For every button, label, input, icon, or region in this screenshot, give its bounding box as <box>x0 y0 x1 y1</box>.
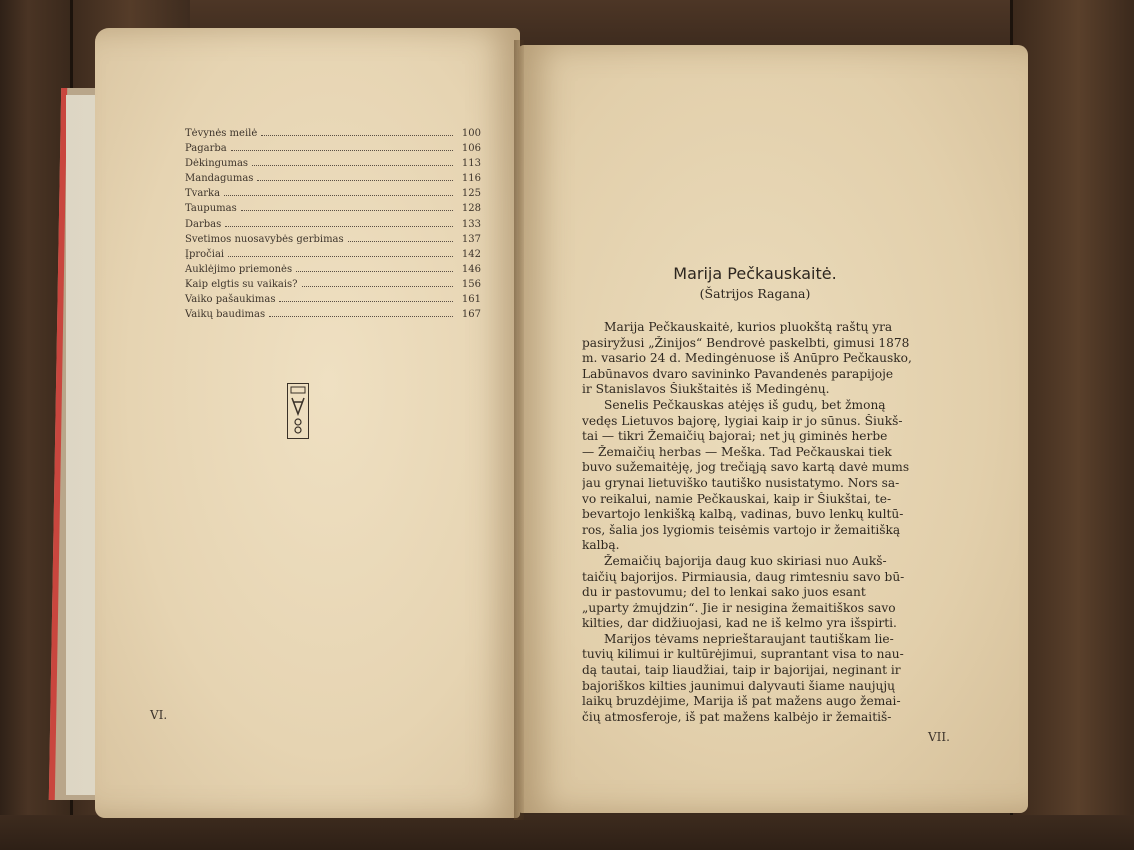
wooden-plank <box>1010 0 1134 850</box>
text-line: dą tautai, taip liaudžiai, taip ir bajorijai, neginant ir <box>582 663 901 678</box>
toc-entry <box>185 188 481 203</box>
text-line: taičių bajorijos. Pirmiausia, daug rimtesniu savo bū- <box>582 569 905 584</box>
toc-title: Darbas <box>185 218 222 230</box>
wooden-table-bottom <box>0 815 1134 850</box>
toc-leader-dots <box>269 316 453 317</box>
text-line: vo reikalui, namie Pečkauskai, kaip ir Šiukštai, te- <box>582 491 892 506</box>
chapter-subheading: (Šatrijos Ragana) <box>699 286 811 301</box>
toc-leader-dots <box>241 210 453 211</box>
toc-title: Pagarba <box>185 143 227 155</box>
toc-title: Mandagumas <box>185 173 254 185</box>
toc-page-number: 100 <box>461 128 481 139</box>
toc-page-number: 133 <box>461 218 481 230</box>
text-line: pasiryžusi „Žinijos“ Bendrovė paskelbti, gimusi 1878 <box>582 335 910 350</box>
text-line: kilties, dar didžiuojasi, kad ne iš kelmo yra išspirti. <box>582 616 897 631</box>
toc-entry <box>185 173 481 188</box>
text-line: Senelis Pečkauskas atėjęs iš gudų, bet žmoną <box>604 397 886 412</box>
toc-leader-dots <box>231 150 453 151</box>
toc-entry <box>185 158 481 173</box>
toc-entry <box>185 203 481 218</box>
toc-entry <box>185 219 481 234</box>
text-line: Marijos tėvams neprieštaraujant tautiškam lie- <box>604 631 894 646</box>
text-line: „uparty żmujdzin“. Jie ir nesigina žemaitiškos savo <box>582 600 896 615</box>
text-line: m. vasario 24 d. Medingėnuose iš Anūpro Pečkausko, <box>582 351 912 366</box>
text-line: kalbą. <box>582 538 620 553</box>
right-page-number: VII. <box>928 730 950 744</box>
toc-entry <box>185 294 481 309</box>
toc-page-number: 106 <box>461 143 481 155</box>
book-gutter <box>514 40 524 820</box>
text-line: laikų bruzdėjime, Marija iš pat mažens augo žemai- <box>582 694 901 709</box>
toc-leader-dots <box>302 286 453 287</box>
toc-leader-dots <box>279 301 453 302</box>
text-line: čių atmosferoje, iš pat mažens kalbėjo ir žemaitiš- <box>582 709 892 724</box>
toc-title: Dėkingumas <box>185 158 249 170</box>
toc-page-number: 128 <box>461 203 481 215</box>
text-line: ir Stanislavos Šiukštaitės iš Medingėnų. <box>582 382 830 397</box>
toc-page-number: 142 <box>461 248 481 260</box>
toc-title: Vaikų baudimas <box>185 309 266 321</box>
toc-title: Vaiko pašaukimas <box>185 294 276 306</box>
text-line: ros, šalia jos lygiomis teisėmis vartojo ir žemaitišką <box>582 522 901 537</box>
toc-leader-dots <box>224 195 453 196</box>
toc-title: Svetimos nuosavybės gerbimas <box>185 233 344 245</box>
text-line: Marija Pečkauskaitė, kurios pluokštą raštų yra <box>604 320 893 334</box>
toc-entry <box>185 128 481 143</box>
toc-title: Taupumas <box>185 203 237 215</box>
text-line: bajoriškos kilties jaunimui dalyvauti šiame naujųjų <box>582 678 895 693</box>
text-line: — Žemaičių herbas — Meška. Tad Pečkauskai tiek <box>582 444 892 459</box>
toc-entry <box>185 279 481 294</box>
toc-page-number: 156 <box>461 278 481 290</box>
toc-leader-dots <box>257 180 453 181</box>
toc-page-number: 161 <box>461 294 481 306</box>
toc-title: Auklėjimo priemonės <box>185 263 293 275</box>
toc-page-number: 167 <box>461 309 481 321</box>
toc-title: Kaip elgtis su vaikais? <box>185 278 298 290</box>
text-line: Žemaičių bajorija daug kuo skiriasi nuo Aukš- <box>604 553 887 568</box>
toc-entry <box>185 249 481 264</box>
text-line: Labūnavos dvaro savininko Pavandenės parapijoje <box>582 366 894 381</box>
toc-page-number: 125 <box>461 188 481 200</box>
toc-leader-dots <box>296 271 453 272</box>
text-line: du ir pastovumu; del to lenkai sako juos esant <box>582 585 866 600</box>
text-line: jau grynai lietuviško tautiško nusistatymo. Nors sa- <box>582 475 900 490</box>
publisher-emblem-icon <box>287 383 309 439</box>
toc-page-number: 137 <box>461 233 481 245</box>
toc-entry <box>185 234 481 249</box>
toc-title: Tvarka <box>185 188 221 200</box>
toc-title: Tėvynės meilė <box>185 128 258 139</box>
toc-entry <box>185 309 481 324</box>
text-line: tuvių kilimui ir kultūrėjimui, suprantant visa to nau- <box>582 647 904 662</box>
toc-entry <box>185 143 481 158</box>
toc-page-number: 146 <box>461 263 481 275</box>
text-line: bevartojo lenkišką kalbą, vadinas, buvo lenkų kultū- <box>582 507 904 522</box>
toc-page-number: 116 <box>461 173 481 185</box>
toc-leader-dots <box>261 135 453 136</box>
text-line: buvo sužemaitėję, jog trečiąją savo kartą davė mums <box>582 460 910 475</box>
chapter-heading: Marija Pečkauskaitė. <box>673 264 837 283</box>
toc-title: Įpročiai <box>185 248 225 260</box>
toc-leader-dots <box>348 241 453 242</box>
toc-leader-dots <box>225 226 453 227</box>
toc-page-number: 113 <box>461 158 481 170</box>
body-text <box>582 320 958 725</box>
toc-entry <box>185 264 481 279</box>
text-line: tai — tikri Žemaičių bajorai; net jų giminės herbe <box>582 429 888 444</box>
left-page-number: VI. <box>150 708 168 722</box>
toc-leader-dots <box>228 256 453 257</box>
toc-leader-dots <box>252 165 453 166</box>
text-line: vedęs Lietuvos bajorę, lygiai kaip ir jo sūnus. Šiukš- <box>582 413 903 428</box>
table-of-contents <box>185 128 481 324</box>
